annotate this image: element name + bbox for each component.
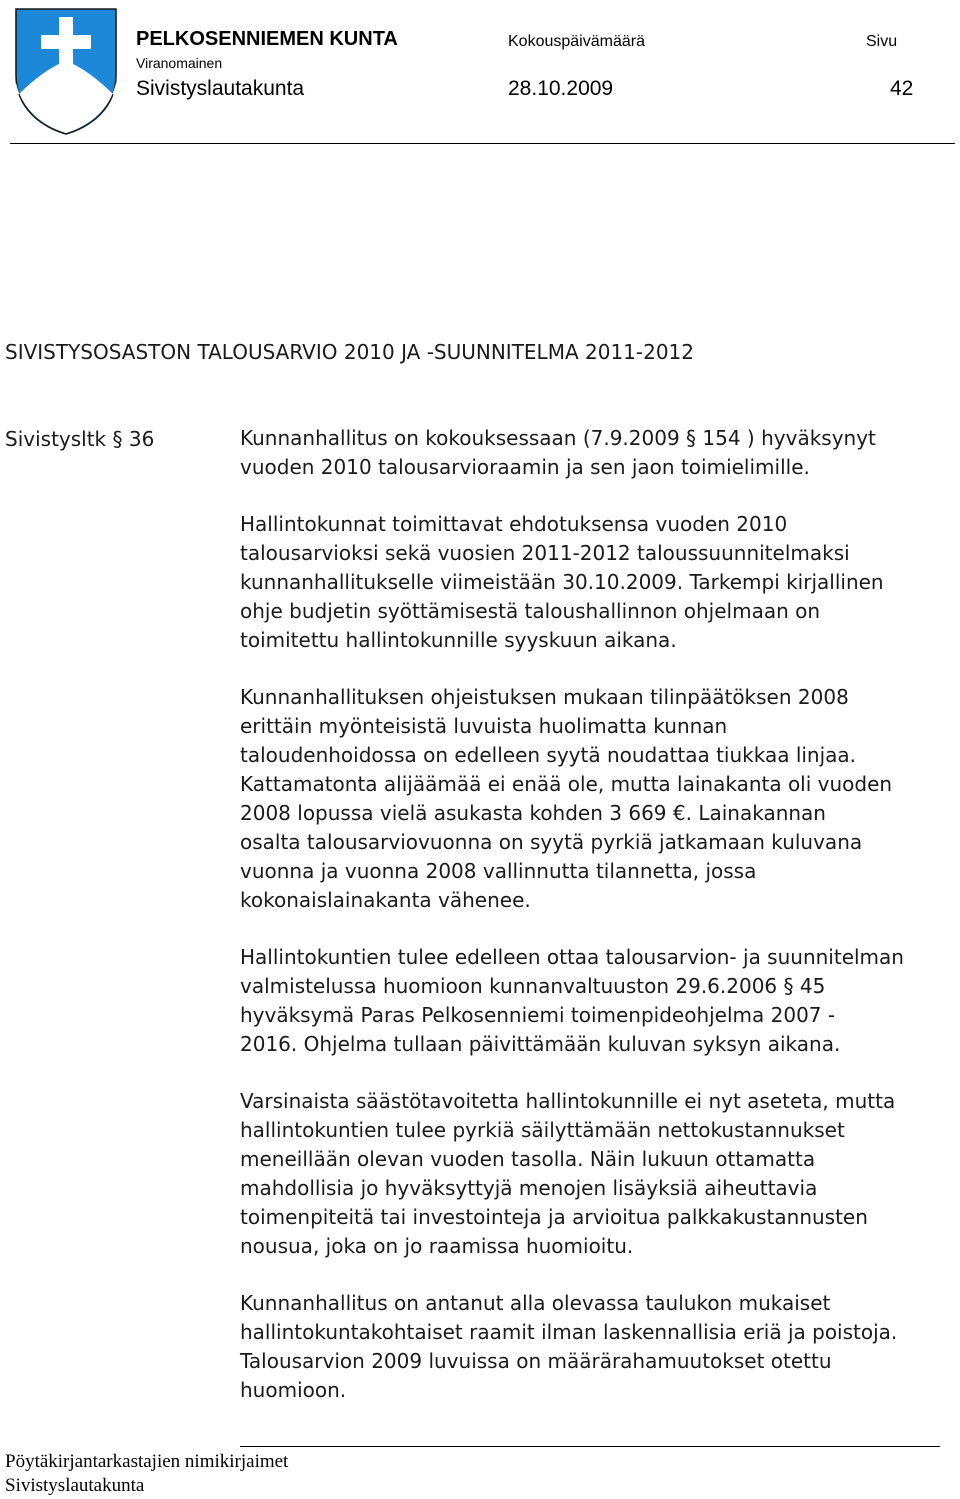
paragraph: Hallintokunnat toimittavat ehdotuksensa vuoden 2010 talousarvioksi sekä vuosien 2011-2012 taloussuunnitelmaksi kunnanhallitukselle viimeistään 30.10.2009. Tarkempi kirjallinen ohje budjetin syöttämisestä taloushallinnon ohjelmaan on toimitettu hallintokunnille syyskuun aikana.: [240, 512, 884, 652]
authority-label: Viranomainen: [136, 55, 223, 71]
signature-line: [240, 1446, 940, 1447]
paragraph: Kunnanhallitus on kokouksessaan (7.9.2009 § 154 ) hyväksynyt vuoden 2010 talousarvioraamin ja sen jaon toimielimille.: [240, 426, 876, 479]
meeting-date: 28.10.2009: [508, 77, 614, 100]
header-divider: [10, 143, 955, 144]
document-title: SIVISTYSOSASTON TALOUSARVIO 2010 JA -SUUNNITELMA 2011-2012: [5, 340, 695, 364]
municipal-crest-icon: [10, 5, 122, 137]
footer-initials-label: Pöytäkirjantarkastajien nimikirjaimet: [5, 1451, 289, 1472]
page-number: 42: [890, 77, 914, 100]
committee-name: Sivistyslautakunta: [136, 77, 305, 100]
organization-name: PELKOSENNIEMEN KUNTA: [136, 28, 398, 50]
paragraph: Varsinaista säästötavoitetta hallintokunnille ei nyt aseteta, mutta hallintokuntien tulee pyrkiä säilyttämään nettokustannukset meneillään olevan vuoden tasolla. Näin lukuun ottamatta mahdollisia jo hyväksyttyjä menojen lisäyksiä aiheuttavia toimenpiteitä tai investointeja ja arvioitua palkkakustannusten nousua, joka on jo raamissa huomioitu.: [240, 1089, 896, 1258]
page-label: Sivu: [866, 33, 898, 50]
document-body: [240, 424, 956, 1433]
paragraph: Kunnanhallitus on antanut alla olevassa taulukon mukaiset hallintokuntakohtaiset raamit ilman laskennallisia eriä ja poistoja. Talousarvion 2009 luvuissa on määrärahamuutokset otettu huomioon.: [240, 1291, 898, 1402]
footer-committee: Sivistyslautakunta: [5, 1475, 145, 1496]
paragraph: Kunnanhallituksen ohjeistuksen mukaan tilinpäätöksen 2008 erittäin myönteisistä luvuista huolimatta kunnan taloudenhoidossa on edelleen syytä noudattaa tiukkaa linjaa. Kattamatonta alijäämää ei enää ole, mutta lainakanta oli vuoden 2008 lopussa vielä asukasta kohden 3 669 €. Lainakannan osalta talousarviovuonna on syytä pyrkiä jatkamaan kuluvana vuonna ja vuonna 2008 vallinnutta tilannetta, jossa kokonaislainakanta vähenee.: [240, 685, 893, 912]
meeting-date-label: Kokouspäivämäärä: [508, 33, 645, 50]
section-number: Sivistysltk § 36: [5, 427, 155, 451]
paragraph: Hallintokuntien tulee edelleen ottaa talousarvion- ja suunnitelman valmistelussa huomioon kunnanvaltuuston 29.6.2006 § 45 hyväksymä Paras Pelkosenniemi toimenpideohjelma 2007 - 2016. Ohjelma tullaan päivittämään kuluvan syksyn aikana.: [240, 945, 904, 1056]
